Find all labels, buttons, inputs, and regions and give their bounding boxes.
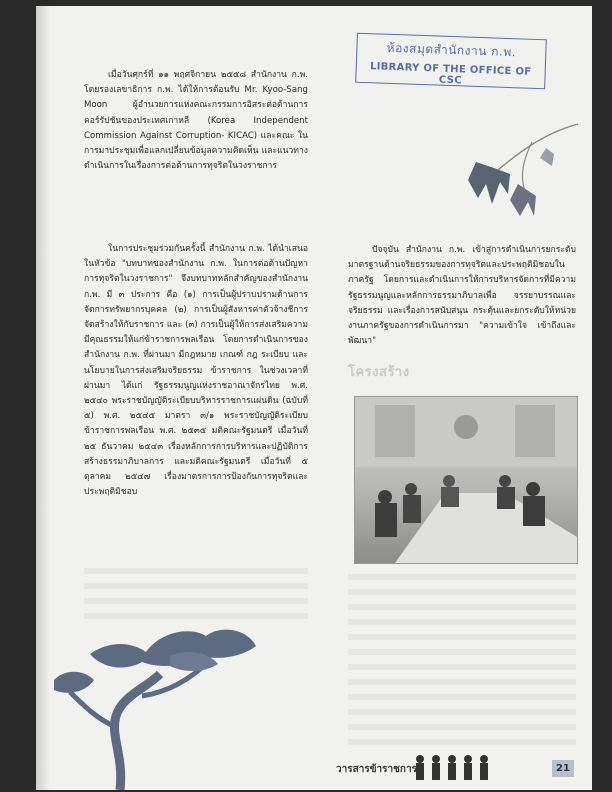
stamp-thai-text: ห้องสมุดสำนักงาน ก.พ. — [386, 40, 517, 60]
faded-heading: โครงสร้าง — [348, 365, 410, 380]
bellflower-illustration — [428, 118, 578, 236]
stamp-english-text: LIBRARY OF THE OFFICE OF CSC — [369, 61, 532, 87]
current-status-paragraph: ปัจจุบัน สำนักงาน ก.พ. เข้าสู่การดำเนินการยกระดับมาตรฐานด้านจริยธรรมของการทุจริตและประพฤติมิชอบในภาครัฐ โดยการและดำเนินการให้การบริหารจัดการที่มีความรัฐธรรมนูญและหลักการธรรมาภิบาลเพื่อ จรรยาบรรณและจริยธรรม และเรื่องการสนับสนุน กระตุ้นและยกระดับให้หน่วยงานภาครัฐของการดำเนินการมา "ความเข้าใจ เข้าถึงและพัฒนา" — [348, 245, 576, 347]
meeting-photo — [354, 396, 578, 564]
left-column-body — [84, 242, 308, 509]
faded-text-block — [348, 574, 576, 750]
meeting-photo-illustration — [355, 397, 577, 563]
intro-paragraph: เมื่อวันศุกร์ที่ ๑๑ พฤศจิกายน ๒๕๕๘ สำนักงาน ก.พ. โดยรองเลขาธิการ ก.พ. ได้ให้การต้อนรับ Mr. Kyoo-Sang Moon ผู้อำนวยการแห่งคณะกรรมการอิสระต่อต้านการคอร์รัปชันของประเทศเกาหลี (Korea Independent Commission Against Corruption- KICAC) และคณะ ในการมาประชุมเพื่อแลกเปลี่ยนข้อมูลความคิดเห็น และแนวทางดำเนินการในเรื่องการต่อต้านการทุจริตในวงราชการ — [84, 70, 308, 172]
magazine-title: วารสารข้าราชการ — [336, 764, 417, 775]
right-column-body — [348, 243, 576, 358]
page-number: 21 — [552, 760, 574, 777]
library-stamp — [355, 33, 547, 90]
meeting-paragraph: ในการประชุมร่วมกันครั้งนี้ สำนักงาน ก.พ. ได้นำเสนอในหัวข้อ "บทบาทของสำนักงาน ก.พ. ในการต่อต้านปัญหาการทุจริตในวงราชการ" จึงบทบาทหลักสำคัญของสำนักงาน ก.พ. มี ๓ ประการ คือ (๑) การเป็นผู้ปราบปรามด้านการจัดการทรัพยากรบุคคล (๒) การเป็นผู้สังหารค่าตัวจ้างชีการจัดสร้างให้กับราชการ และ (๓) การเป็นผู้ให้การส่งเสริมความมีคุณธรรมให้แก่ข้าราชการพลเรือน โดยการดำเนินการของสำนักงาน ก.พ. ที่ผ่านมา มีกฎหมาย เกณฑ์ กฎ ระเบียบ และนโยบายในการส่งเสริมจริยธรรม ข้าราชการ ในช่วงเวลาที่ผ่านมา ได้แก่ รัฐธรรมนูญแห่งราชอาณาจักรไทย พ.ศ. ๒๕๔๐ พระราชบัญญัติระเบียบบริหารราชการแผ่นดิน (ฉบับที่ ๕) พ.ศ. ๒๕๔๕ มาตรา ๓/๑ พระราชบัญญัติระเบียบข้าราชการพลเรือน พ.ศ. ๒๕๓๕ มติคณะรัฐมนตรี เมื่อวันที่ ๒๕ ธันวาคม ๒๕๔๓ เรื่องหลักการการบริหารและปฏิบัติการสร้างธรรมาภิบาลการ และมติคณะรัฐมนตรี เมื่อวันที่ ๕ ตุลาคม ๒๕๔๗ เรื่องมาตรการการป้องกันการทุจริตและประพฤติมิชอบ — [84, 244, 308, 498]
left-column-intro — [84, 68, 308, 183]
magazine-page — [36, 6, 592, 790]
bonsai-tree-illustration — [50, 596, 262, 790]
page-spine-shadow — [36, 6, 50, 790]
people-silhouettes-logo — [412, 754, 548, 780]
